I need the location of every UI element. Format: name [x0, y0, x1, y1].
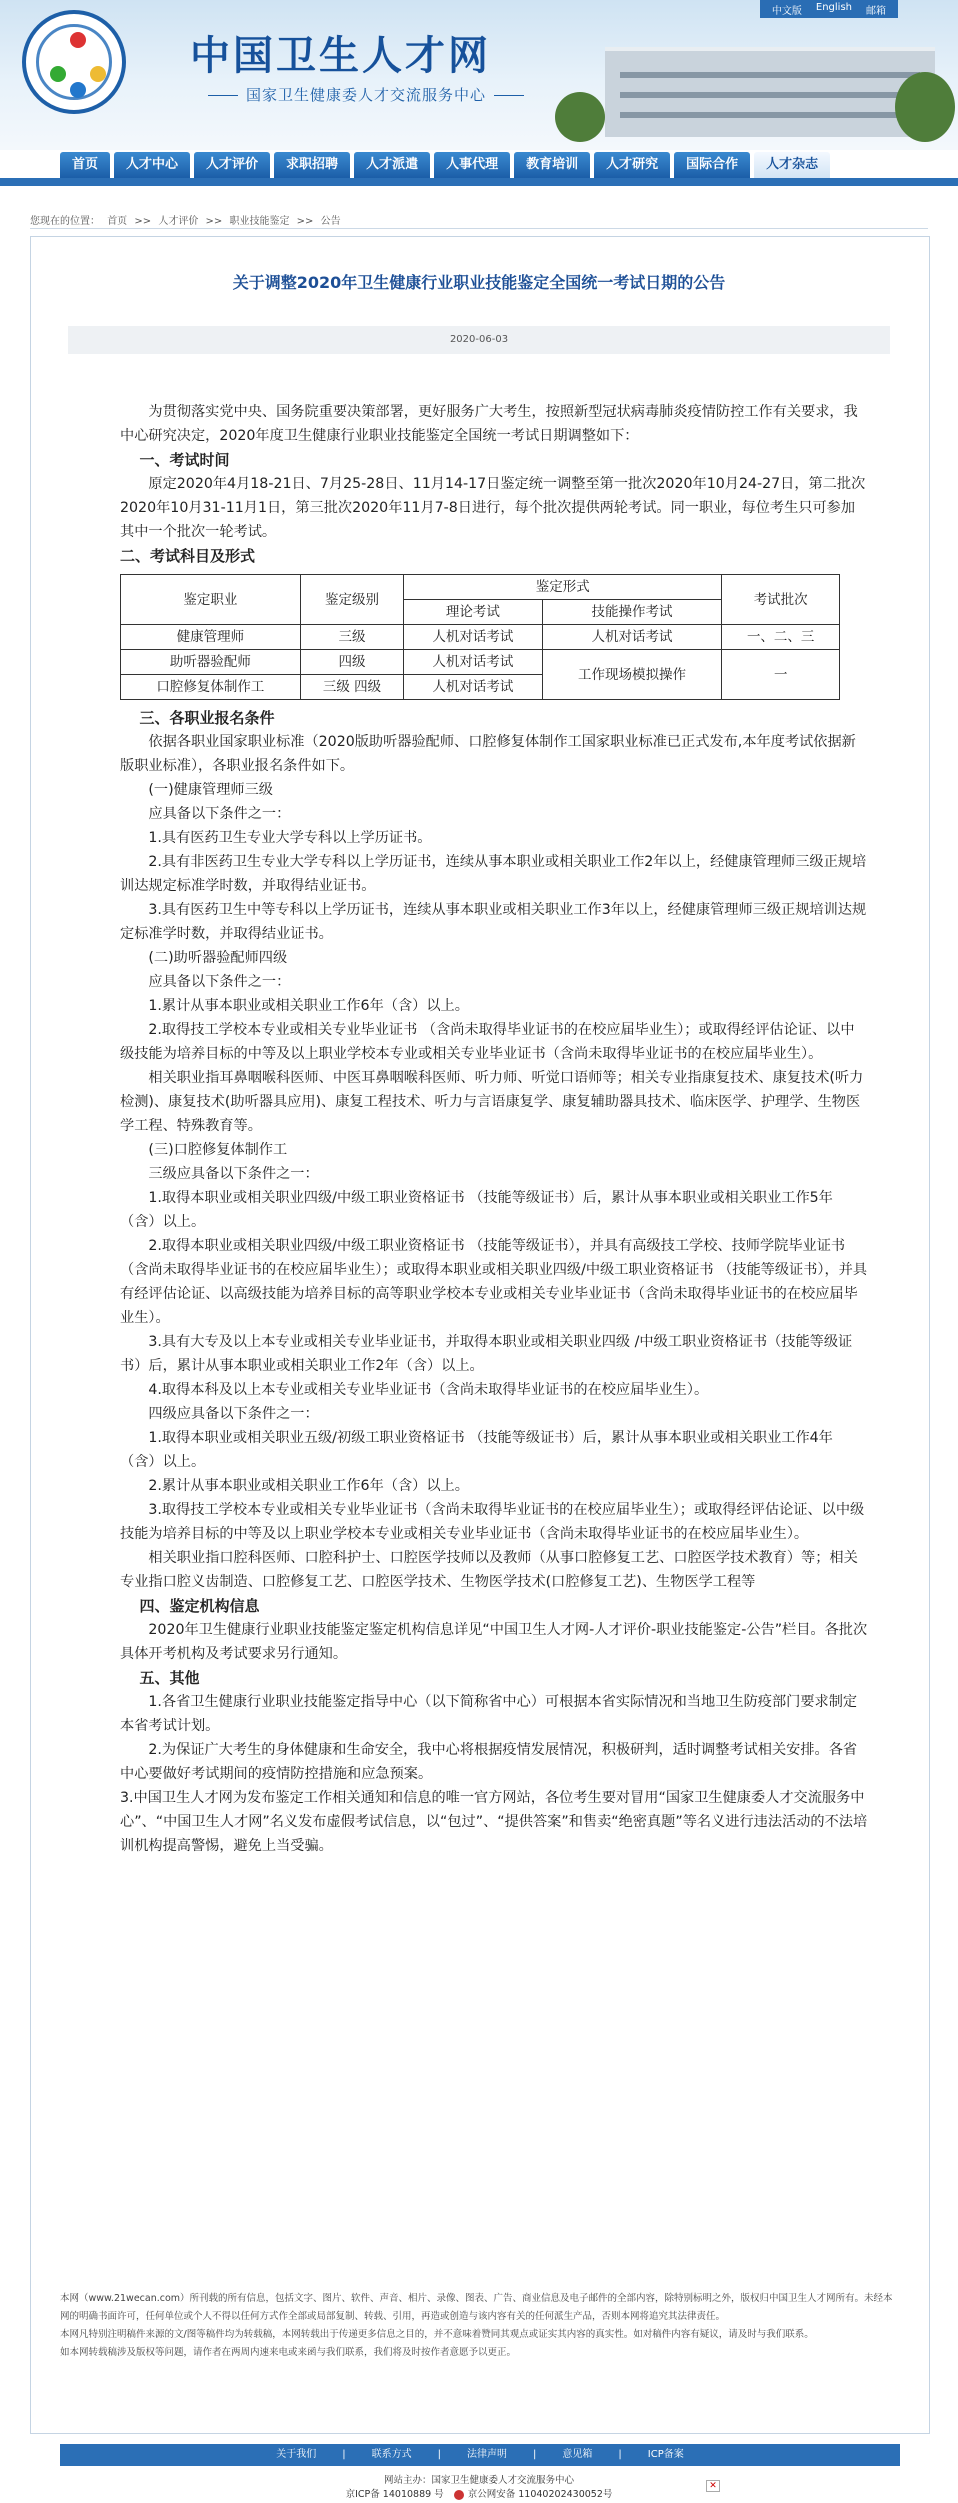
- section-2-heading: 二、考试科目及形式: [120, 547, 256, 565]
- requirement-item: 3.具有大专及以上本专业或相关专业毕业证书，并取得本职业或相关职业四级 /中级工职业资格证书（技能等级证书）后，累计从事本职业或相关职业工作2年（含）以上。: [120, 1334, 853, 1374]
- requirement-item: 2.具有非医药卫生专业大学专科以上学历证书，连续从事本职业或相关职业工作2年以上，经健康管理师三级正规培训达规定标准学时数，并取得结业证书。: [120, 854, 867, 894]
- breadcrumb: [30, 212, 345, 227]
- table-cell: 一: [722, 650, 840, 700]
- link-chinese[interactable]: 中文版: [771, 6, 802, 17]
- nav-home[interactable]: 首页: [60, 152, 110, 178]
- footer-contact[interactable]: 联系方式: [371, 2449, 412, 2460]
- copyright-notice: [60, 2290, 900, 2362]
- section-1-heading: 一、考试时间: [139, 451, 230, 469]
- host-name: 国家卫生健康委人才交流服务中心: [431, 2475, 575, 2486]
- table-cell: 人机对话考试: [404, 675, 542, 700]
- breadcrumb-sep: >>: [134, 216, 152, 227]
- th-form: 鉴定形式: [404, 575, 722, 600]
- table-cell: 人机对话考试: [404, 625, 542, 650]
- table-cell: 三级: [300, 625, 403, 650]
- breadcrumb-sep: >>: [296, 216, 314, 227]
- host-label: 网站主办：: [383, 2475, 432, 2486]
- icp-number[interactable]: 京ICP备 14010889 号: [345, 2489, 444, 2500]
- logo-dot-yellow: [90, 66, 106, 82]
- requirement-item: 3.具有医药卫生中等专科以上学历证书，连续从事本职业或相关职业工作3年以上，经健康管理师三级正规培训达规定标准学时数，并取得结业证书。: [120, 902, 867, 942]
- th-occupation: 鉴定职业: [121, 575, 301, 625]
- related-note: 相关职业指口腔科医师、口腔科护士、口腔医学技师以及教师（从事口腔修复工艺、口腔医学技术教育）等；相关专业指口腔义齿制造、口腔修复工艺、口腔医学技术、生物医学技术(口腔修复工艺)、生物医学工程等: [120, 1550, 858, 1590]
- th-skill: 技能操作考试: [542, 600, 722, 625]
- th-theory: 理论考试: [404, 600, 542, 625]
- requirement-lead: 三级应具备以下条件之一：: [148, 1166, 319, 1182]
- requirement-item: 1.取得本职业或相关职业四级/中级工职业资格证书 （技能等级证书）后，累计从事本职业或相关职业工作5年（含）以上。: [120, 1190, 833, 1230]
- nav-magazine[interactable]: 人才杂志: [754, 152, 830, 178]
- nav-personnel-agency[interactable]: 人事代理: [434, 152, 510, 178]
- breadcrumb-evaluation[interactable]: 人才评价: [158, 216, 199, 227]
- article-date: 2020-06-03: [68, 326, 890, 354]
- section-3-intro: 依据各职业国家职业标准（2020版助听器验配师、口腔修复体制作工国家职业标准已正式发布,本年度考试依据新版职业标准），各职业报名条件如下。: [120, 734, 856, 774]
- nav-bar: [0, 178, 958, 186]
- th-batch: 考试批次: [722, 575, 840, 625]
- breadcrumb-sep: >>: [205, 216, 223, 227]
- section-3a-title: (一)健康管理师三级: [148, 782, 273, 798]
- section-5-heading: 五、其他: [139, 1669, 200, 1687]
- requirement-lead: 四级应具备以下条件之一：: [148, 1406, 319, 1422]
- breadcrumb-divider: [30, 228, 928, 229]
- requirement-lead: 应具备以下条件之一：: [148, 974, 291, 990]
- site-title: 中国卫生人才网: [190, 32, 491, 79]
- breadcrumb-home[interactable]: 首页: [107, 216, 128, 227]
- logo-dot-blue: [70, 82, 86, 98]
- site-logo[interactable]: [22, 10, 126, 114]
- logo-dot-red: [70, 32, 86, 48]
- section-3-heading: 三、各职业报名条件: [139, 709, 275, 727]
- top-links: [760, 0, 898, 18]
- table-cell: 人机对话考试: [542, 625, 722, 650]
- th-level: 鉴定级别: [300, 575, 403, 625]
- footer-nav: 关于我们 | 联系方式 | 法律声明 | 意见箱 | ICP备案: [60, 2444, 900, 2466]
- nav-jobs[interactable]: 求职招聘: [274, 152, 350, 178]
- section-3b-title: (二)助听器验配师四级: [148, 950, 288, 966]
- link-english[interactable]: English: [815, 2, 852, 13]
- police-record[interactable]: 京公网安备 11040202430052号: [467, 2489, 613, 2500]
- section-4-heading: 四、鉴定机构信息: [139, 1597, 260, 1615]
- table-cell: 助听器验配师: [121, 650, 301, 675]
- other-item: 2.为保证广大考生的身体健康和生命安全，我中心将根据疫情发展情况，积极研判，适时调整考试相关安排。各省中心要做好考试期间的疫情防控措施和应急预案。: [120, 1742, 858, 1782]
- requirement-item: 1.取得本职业或相关职业五级/初级工职业资格证书 （技能等级证书）后，累计从事本职业或相关职业工作4年（含）以上。: [120, 1430, 833, 1470]
- copyright-paragraph: 本网（www.21wecan.com）所刊载的所有信息，包括文字、图片、软件、声音、相片、录像、图表、广告、商业信息及电子邮件的全部内容，除特别标明之外，版权归中国卫生人才网所有。未经本网的明确书面许可，任何单位或个人不得以任何方式作全部或局部复制、转载、引用，再造或创造与该内容有关的任何派生产品，否则本网将追究其法律责任。: [60, 2293, 893, 2322]
- footer-about[interactable]: 关于我们: [276, 2449, 317, 2460]
- requirement-item: 1.具有医药卫生专业大学专科以上学历证书。: [148, 830, 432, 846]
- nav-international[interactable]: 国际合作: [674, 152, 750, 178]
- requirement-item: 3.取得技工学校本专业或相关专业毕业证书（含尚未取得毕业证书的在校应届毕业生）；或取得经评估论证、以中级技能为培养目标的中等及以上职业学校本专业或相关专业毕业证书（含尚未取得毕业证书的在校应届毕业生）。: [120, 1502, 865, 1542]
- other-item: 1.各省卫生健康行业职业技能鉴定指导中心（以下简称省中心）可根据本省实际情况和当地卫生防疫部门要求制定本省考试计划。: [120, 1694, 858, 1734]
- footer-legal[interactable]: 法律声明: [467, 2449, 508, 2460]
- nav-talent-center[interactable]: 人才中心: [114, 152, 190, 178]
- header-building-image: [545, 22, 958, 150]
- site-header: [0, 0, 958, 150]
- table-cell: 健康管理师: [121, 625, 301, 650]
- requirement-item: 2.取得本职业或相关职业四级/中级工职业资格证书 （技能等级证书），并具有高级技工学校、技师学院毕业证书 （含尚未取得毕业证书的在校应届毕业生）；或取得本职业或相关职业四级/中级工职业资格证书 （技能等级证书），并具有经评估论证、以高级技能为培养目标的高等职业学校本专业或相关专业毕业证书（含尚未取得毕业证书的在校应届毕业生）。: [120, 1238, 868, 1326]
- police-badge-icon: [454, 2490, 464, 2500]
- table-cell: 工作现场模拟操作: [542, 650, 722, 700]
- nav-research[interactable]: 人才研究: [594, 152, 670, 178]
- requirement-lead: 应具备以下条件之一：: [148, 806, 291, 822]
- copyright-paragraph: 如本网转载稿涉及版权等问题，请作者在两周内速来电或来函与我们联系，我们将及时按作者意愿予以更正。: [60, 2347, 517, 2358]
- table-cell: 一、二、三: [722, 625, 840, 650]
- breadcrumb-notice[interactable]: 公告: [320, 216, 341, 227]
- section-1-text: 原定2020年4月18-21日、7月25-28日、11月14-17日鉴定统一调整至第一批次2020年10月24-27日，第二批次2020年10月31-11月1日，第三批次2020年11月7-8日进行，每个批次提供两轮考试。同一职业，每位考生只可参加其中一个批次一轮考试。: [120, 476, 866, 540]
- breadcrumb-label: 您现在的位置：: [30, 216, 100, 227]
- close-icon[interactable]: ✕: [706, 2480, 720, 2492]
- nav-dispatch[interactable]: 人才派遣: [354, 152, 430, 178]
- breadcrumb-skill-appraisal[interactable]: 职业技能鉴定: [229, 216, 290, 227]
- related-note: 相关职业指耳鼻咽喉科医师、中医耳鼻咽喉科医师、听力师、听觉口语师等；相关专业指康复技术、康复技术(听力检测)、康复技术(助听器具应用)、康复工程技术、听力与言语康复学、康复辅助器具技术、临床医学、护理学、生物医学工程、特殊教育等。: [120, 1070, 864, 1134]
- intro-paragraph: 为贯彻落实党中央、国务院重要决策部署，更好服务广大考生，按照新型冠状病毒肺炎疫情防控工作有关要求，我中心研究决定，2020年度卫生健康行业职业技能鉴定全国统一考试日期调整如下：: [120, 404, 858, 444]
- main-nav: [60, 152, 820, 178]
- footer-icp[interactable]: ICP备案: [647, 2449, 684, 2460]
- footer-feedback[interactable]: 意见箱: [562, 2449, 593, 2460]
- section-4-text: 2020年卫生健康行业职业技能鉴定鉴定机构信息详见“中国卫生人才网-人才评价-职业技能鉴定-公告”栏目。各批次具体开考机构及考试要求另行通知。: [120, 1622, 868, 1662]
- requirement-item: 2.累计从事本职业或相关职业工作6年（含）以上。: [148, 1478, 469, 1494]
- section-3c-title: (三)口腔修复体制作工: [148, 1142, 288, 1158]
- requirement-item: 1.累计从事本职业或相关职业工作6年（含）以上。: [148, 998, 469, 1014]
- requirement-item: 2.取得技工学校本专业或相关专业毕业证书 （含尚未取得毕业证书的在校应届毕业生）；或取得经评估论证、以中级技能为培养目标的中等及以上职业学校本专业或相关专业毕业证书（含尚未取得毕业证书的在校应届毕业生）。: [120, 1022, 855, 1062]
- logo-dot-green: [50, 66, 66, 82]
- article-title: 关于调整2020年卫生健康行业职业技能鉴定全国统一考试日期的公告: [232, 273, 726, 292]
- table-cell: 三级 四级: [300, 675, 403, 700]
- exam-table: [120, 574, 840, 700]
- table-cell: 四级: [300, 650, 403, 675]
- table-cell: 人机对话考试: [404, 650, 542, 675]
- site-subtitle: 国家卫生健康委人才交流服务中心: [200, 84, 532, 105]
- table-cell: 口腔修复体制作工: [121, 675, 301, 700]
- footer-info: [0, 2474, 958, 2502]
- nav-training[interactable]: 教育培训: [514, 152, 590, 178]
- nav-talent-evaluation[interactable]: 人才评价: [194, 152, 270, 178]
- other-item: 3.中国卫生人才网为发布鉴定工作相关通知和信息的唯一官方网站，各位考生要对冒用“国家卫生健康委人才交流服务中心”、“中国卫生人才网”名义发布虚假考试信息，以“包过”、“提供答案”和售卖“绝密真题”等名义进行违法活动的不法培训机构提高警惕，避免上当受骗。: [120, 1790, 868, 1854]
- copyright-paragraph: 本网凡特别注明稿件来源的文/图等稿件均为转载稿，本网转载出于传递更多信息之目的，并不意味着赞同其观点或证实其内容的真实性。如对稿件内容有疑议，请及时与我们联系。: [60, 2329, 814, 2340]
- link-mail[interactable]: 邮箱: [866, 6, 886, 17]
- article-body: [120, 400, 868, 1858]
- requirement-item: 4.取得本科及以上本专业或相关专业毕业证书（含尚未取得毕业证书的在校应届毕业生）。: [148, 1382, 709, 1398]
